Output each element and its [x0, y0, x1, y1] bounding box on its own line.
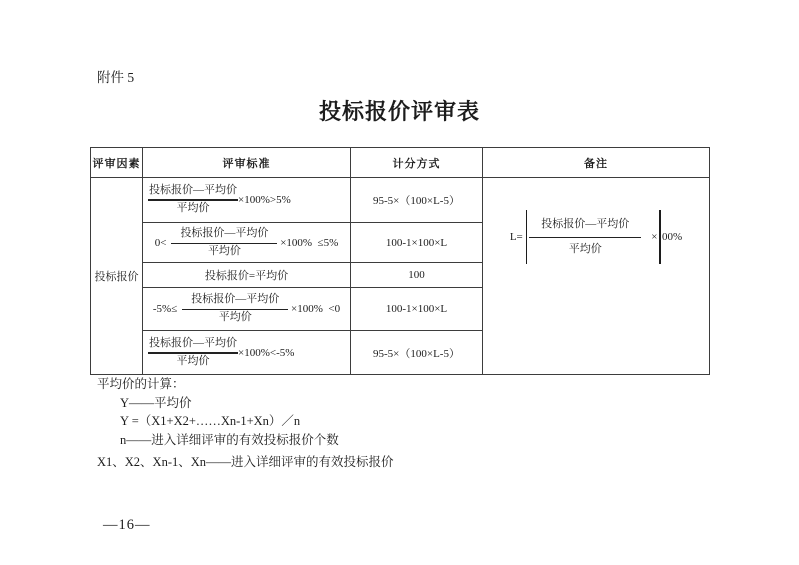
criteria-condition: ×100%>5% [238, 194, 291, 206]
criteria-condition: ×100% ≤5% [277, 236, 339, 249]
page-title: 投标报价评审表 [318, 99, 480, 124]
criteria-condition: ×100% <0 [288, 303, 341, 315]
fraction-denominator: 平均价 [218, 311, 252, 323]
fraction [171, 227, 277, 259]
score-row-4 [351, 288, 483, 331]
fraction-denominator: 平均价 [207, 244, 241, 257]
criteria-row-1 [143, 178, 351, 223]
criteria-text: 投标报价=平均价 [204, 270, 289, 282]
score-value: 100-1×100×L [385, 236, 448, 249]
score-row-2 [351, 223, 483, 263]
footnote-n-definition: n——进入详细评审的有效投标报价个数 [120, 432, 339, 447]
footnote-x-definition: X1、X2、Xn-1、Xn——进入详细评审的有效投标报价 [97, 455, 394, 469]
fraction-numerator: 投标报价—平均价 [171, 227, 277, 244]
footnote-y-definition: Y——平均价 [120, 395, 192, 410]
criteria-prefix: -5%≤ [152, 303, 178, 315]
col-header-notes: 备注 [483, 148, 709, 178]
score-row-3 [351, 263, 483, 288]
fraction [182, 293, 288, 325]
score-value: 100 [408, 269, 425, 281]
score-value: 100-1×100×L [385, 303, 448, 315]
l-formula-lhs: L= [509, 231, 523, 243]
col-header-scoring-method: 计分方式 [351, 148, 483, 178]
score-value: 95-5×（100×L-5） [373, 195, 460, 207]
notes-cell [483, 178, 709, 374]
criteria-row-3 [143, 263, 351, 288]
criteria-formula-2 [155, 227, 339, 259]
col-header-review-factor: 评审因素 [91, 148, 143, 178]
criteria-condition: ×100%<-5% [238, 346, 295, 359]
absolute-value-bar-right [659, 210, 661, 264]
fraction-numerator: 投标报价—平均价 [148, 337, 238, 354]
factor-cell: 投标报价 [91, 178, 143, 374]
fraction [529, 218, 641, 257]
attachment-label: 附件 5 [97, 70, 135, 85]
l-definition-formula [510, 210, 682, 264]
score-row-5 [351, 331, 483, 374]
percent-text: 00% [661, 231, 683, 243]
score-row-1 [351, 178, 483, 223]
footnote-y-formula: Y =（X1+X2+……Xn-1+Xn）／n [120, 414, 301, 428]
fraction-numerator: 投标报价—平均价 [529, 218, 641, 238]
criteria-formula-5 [148, 337, 294, 369]
col-header-review-criteria: 评审标准 [143, 148, 351, 178]
criteria-row-4 [143, 288, 351, 331]
criteria-row-2 [143, 223, 351, 263]
fraction [148, 184, 238, 216]
criteria-prefix: 0< [154, 236, 167, 249]
criteria-formula-1 [148, 184, 291, 216]
fraction [148, 337, 238, 369]
fraction-denominator: 平均价 [176, 354, 210, 367]
footnote-heading: 平均价的计算： [97, 377, 185, 391]
average-price-notes [97, 375, 394, 472]
fraction-numerator: 投标报价—平均价 [148, 184, 238, 201]
fraction-denominator: 平均价 [176, 202, 210, 214]
criteria-formula-4 [153, 293, 340, 325]
criteria-row-5 [143, 331, 351, 374]
multiply-sign: × [651, 231, 658, 243]
absolute-value-bar-left [526, 210, 528, 264]
fraction-numerator: 投标报价—平均价 [182, 293, 288, 310]
score-value: 95-5×（100×L-5） [373, 347, 460, 360]
bid-price-evaluation-table [90, 147, 710, 375]
page-number: —16— [103, 517, 151, 533]
fraction-denominator: 平均价 [568, 242, 602, 255]
